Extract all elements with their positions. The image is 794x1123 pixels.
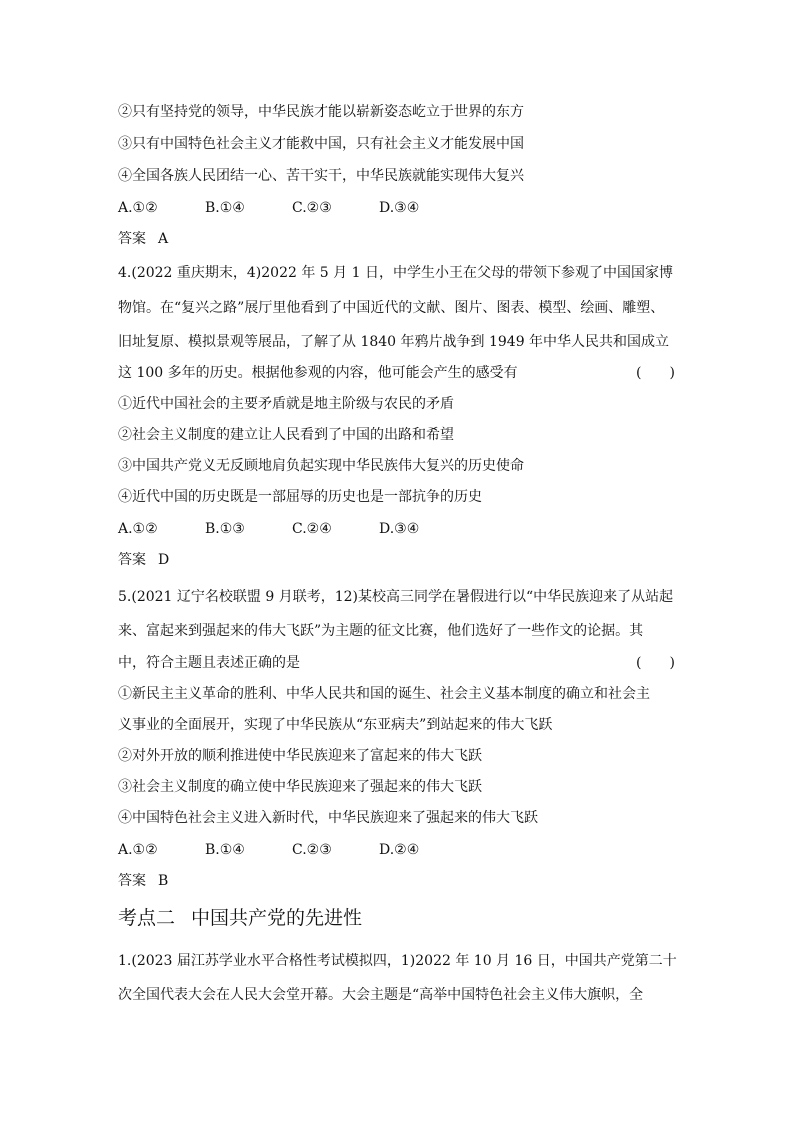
question-4-line-3: 旧址复原、模拟景观等展品，了解了从 1840 年鸦片战争到 1949 年中华人民共和国成立 bbox=[118, 334, 670, 350]
option-d: D.③④ bbox=[379, 200, 420, 216]
question-5-line-2: 来、富起来到强起来的伟大飞跃”为主题的征文比赛，他们选好了一些作文的论据。其 bbox=[118, 623, 644, 639]
statement-3: ③中国共产党义无反顾地肩负起实现中华民族伟大复兴的历史使命 bbox=[118, 458, 524, 474]
answer-label: 答案 bbox=[118, 552, 146, 568]
option-a: A.①② bbox=[118, 521, 158, 537]
option-b: B.①③ bbox=[205, 521, 245, 537]
question-5-line-1: 5.(2021 辽宁名校联盟 9 月联考，12)某校高三同学在暑假进行以“中华民族迎来了从站起 bbox=[118, 589, 674, 605]
section-title: 中国共产党的先进性 bbox=[191, 907, 363, 929]
answer-options bbox=[118, 840, 466, 860]
statement-1: ①新民主主义革命的胜利、中华人民共和国的诞生、社会主义基本制度的确立和社会主 bbox=[118, 686, 650, 702]
option-a: A.①② bbox=[118, 842, 158, 858]
section-heading bbox=[118, 906, 362, 930]
answer-label: 答案 bbox=[118, 231, 146, 247]
question-1-line-1: 1.(2023 届江苏学业水平合格性考试模拟四，1)2022 年 10 月 16 日，中国共产党第二十 bbox=[118, 953, 677, 969]
answer-options bbox=[118, 198, 466, 218]
statement-4: ④全国各族人民团结一心、苦干实干，中华民族就能实现伟大复兴 bbox=[118, 168, 524, 184]
question-4-line-1: 4.(2022 重庆期末，4)2022 年 5 月 1 日，中学生小王在父母的带领下参观了中国国家博 bbox=[118, 265, 673, 281]
statement-3: ③只有中国特色社会主义才能救中国，只有社会主义才能发展中国 bbox=[118, 136, 524, 152]
statement-3: ③社会主义制度的确立使中华民族迎来了强起来的伟大飞跃 bbox=[118, 779, 482, 795]
section-label: 考点二 bbox=[118, 907, 176, 929]
answer-line bbox=[118, 229, 168, 249]
option-d: D.③④ bbox=[379, 521, 420, 537]
answer-value: A bbox=[158, 231, 169, 247]
option-b: B.①④ bbox=[205, 842, 245, 858]
option-c: C.②③ bbox=[292, 200, 332, 216]
statement-1-continued: 义事业的全面展开，实现了中华民族从“东亚病夫”到站起来的伟大飞跃 bbox=[118, 717, 553, 733]
statement-2: ②对外开放的顺利推进使中华民族迎来了富起来的伟大飞跃 bbox=[118, 748, 482, 764]
statement-2: ②社会主义制度的建立让人民看到了中国的出路和希望 bbox=[118, 427, 454, 443]
answer-bracket: ( ) bbox=[636, 365, 675, 381]
answer-value: D bbox=[158, 552, 170, 568]
option-c: C.②③ bbox=[292, 842, 332, 858]
answer-options bbox=[118, 519, 466, 539]
option-b: B.①④ bbox=[205, 200, 245, 216]
answer-bracket: ( ) bbox=[636, 655, 675, 671]
question-5-line-3: 中，符合主题且表述正确的是 bbox=[118, 655, 300, 671]
answer-line bbox=[118, 550, 169, 570]
answer-label: 答案 bbox=[118, 873, 146, 889]
option-d: D.②④ bbox=[379, 842, 420, 858]
statement-2: ②只有坚持党的领导，中华民族才能以崭新姿态屹立于世界的东方 bbox=[118, 104, 524, 120]
answer-value: B bbox=[158, 873, 169, 889]
statement-4: ④近代中国的历史既是一部屈辱的历史也是一部抗争的历史 bbox=[118, 489, 482, 505]
option-a: A.①② bbox=[118, 200, 158, 216]
option-c: C.②④ bbox=[292, 521, 332, 537]
question-4-line-4: 这 100 多年的历史。根据他参观的内容，他可能会产生的感受有 bbox=[118, 365, 518, 381]
statement-1: ①近代中国社会的主要矛盾就是地主阶级与农民的矛盾 bbox=[118, 396, 454, 412]
statement-4: ④中国特色社会主义进入新时代，中华民族迎来了强起来的伟大飞跃 bbox=[118, 810, 538, 826]
question-4-line-2: 物馆。在“复兴之路”展厅里他看到了中国近代的文献、图片、图表、模型、绘画、雕塑、 bbox=[118, 300, 665, 316]
answer-line bbox=[118, 871, 168, 891]
question-1-line-2: 次全国代表大会在人民大会堂开幕。大会主题是“高举中国特色社会主义伟大旗帜，全 bbox=[118, 987, 644, 1003]
